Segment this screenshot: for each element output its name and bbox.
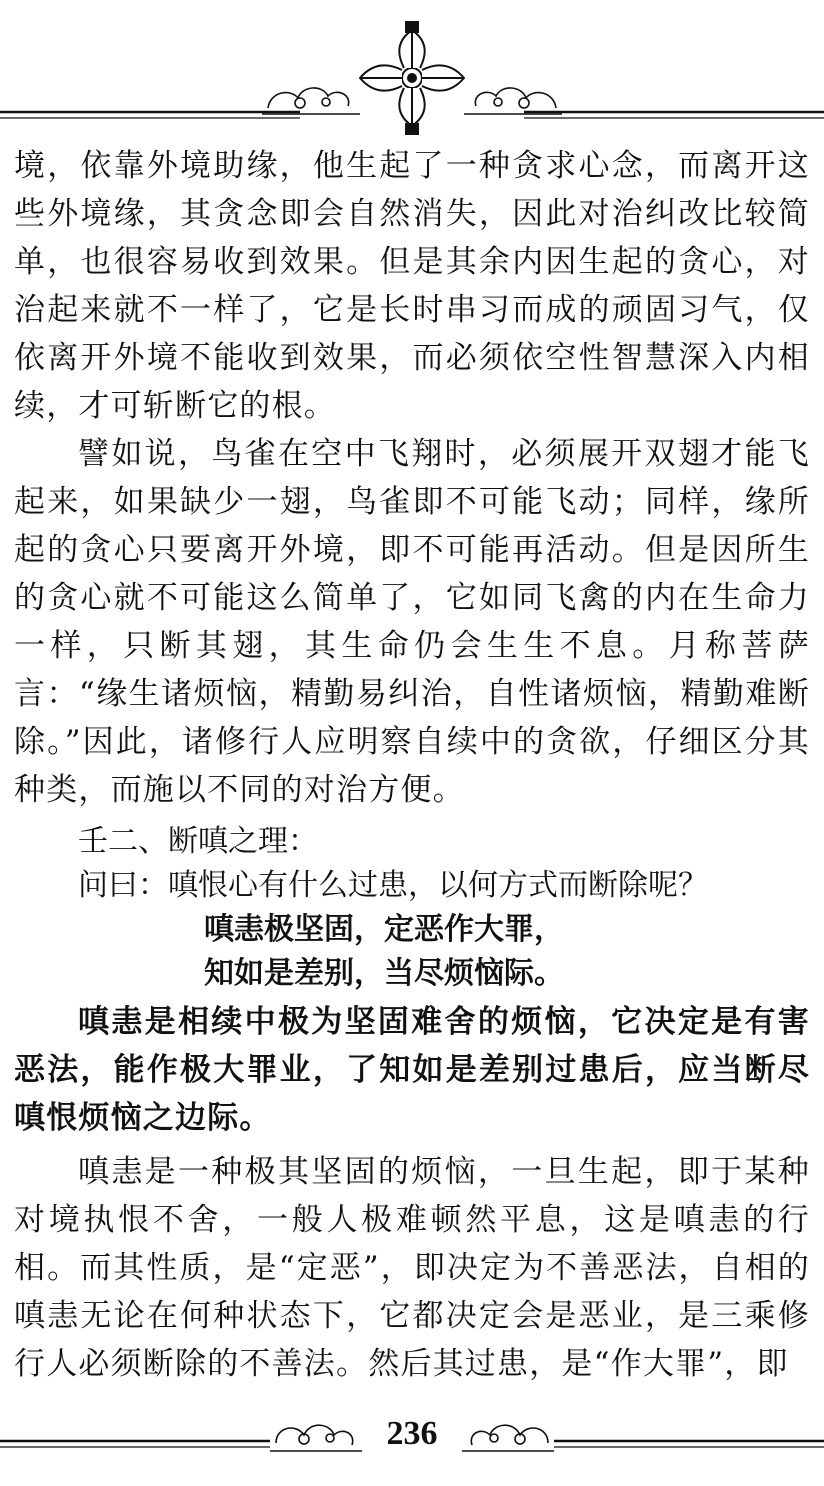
page-body bbox=[14, 142, 810, 1388]
cloud-scroll-left-icon bbox=[262, 88, 360, 114]
header-ornament bbox=[0, 0, 824, 140]
paragraph-2: 譬如说，鸟雀在空中飞翔时，必须展开双翅才能飞起来，如果缺少一翅，鸟雀即不可能飞动；同样，缘所起的贪心只要离开外境，即不可能再活动。但是因所生的贪心就不可能这么简单了，它如同飞禽的内在生命力一样，只断其翅，其生命仍会生生不息。月称菩萨言：“缘生诸烦恼，精勤易纠治，自性诸烦恼，精勤难断除。”因此，诸修行人应明察自续中的贪欲，仔细区分其种类，而施以不同的对治方便。 bbox=[14, 436, 810, 808]
verse-line-1: 嗔恚极坚固，定恶作大罪， bbox=[204, 912, 564, 947]
verse-line-2: 知如是差别，当尽烦恼际。 bbox=[204, 956, 564, 991]
cloud-scroll-right-icon bbox=[464, 88, 562, 114]
question-line: 问曰：嗔恨心有什么过患，以何方式而断除呢？ bbox=[78, 868, 708, 903]
paragraph-4: 嗔恚是一种极其坚固的烦恼，一旦生起，即于某种对境执恨不舍，一般人极难顿然平息，这是嗔恚的行相。而其性质，是“定恶”，即决定为不善恶法，自相的嗔恚无论在何种状态下，它都决定会是恶业，是三乘修行人必须断除的不善法。然后其过患，是“作大罪”，即 bbox=[14, 1154, 810, 1382]
paragraph-1: 境，依靠外境助缘，他生起了一种贪求心念，而离开这些外境缘，其贪念即会自然消失，因此对治纠改比较简单，也很容易收到效果。但是其余内因生起的贪心，对治起来就不一样了，它是长时串习而成的顽固习气，仅依离开外境不能收到效果，而必须依空性智慧深入内相续，才可斩断它的根。 bbox=[14, 148, 810, 424]
vajra-icon bbox=[360, 22, 464, 134]
page-number: 236 bbox=[386, 1415, 438, 1452]
section-heading: 壬二、断嗔之理： bbox=[78, 824, 318, 859]
verse-commentary: 嗔恚是相续中极为坚固难舍的烦恼，它决定是有害恶法，能作极大罪业，了知如是差别过患后，应当断尽嗔恨烦恼之边际。 bbox=[14, 1004, 810, 1136]
